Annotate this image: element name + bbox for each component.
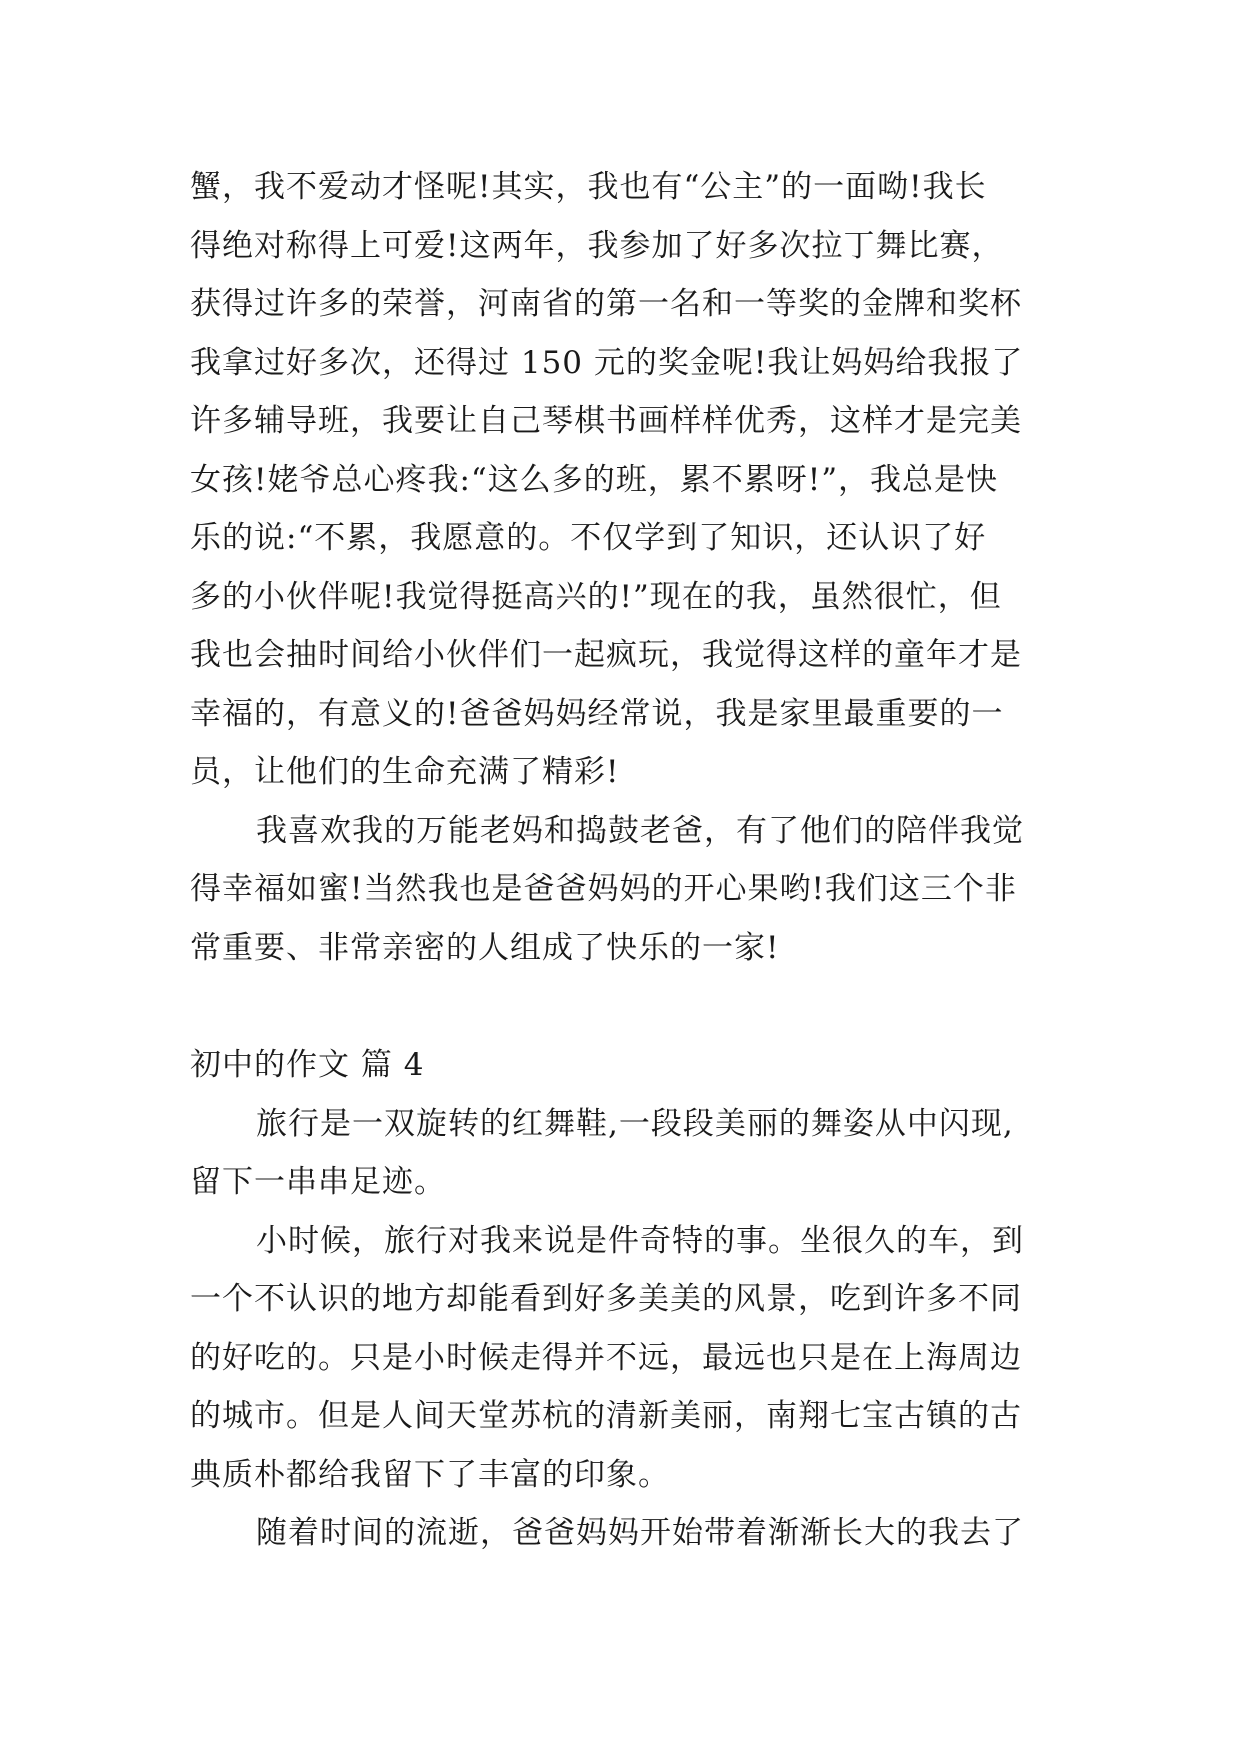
text-line: 小时候，旅行对我来说是件奇特的事。坐很久的车，到 <box>256 1222 1024 1259</box>
text-line: 我喜欢我的万能老妈和捣鼓老爸，有了他们的陪伴我觉 <box>256 812 1024 849</box>
text-line: 我拿过好多次，还得过 150 元的奖金呢!我让妈妈给我报了 <box>190 344 1024 381</box>
essay-continuation <box>190 158 1070 977</box>
text-line: 女孩!姥爷总心疼我:“这么多的班，累不累呀!”，我总是快 <box>190 461 999 498</box>
text-line: 我也会抽时间给小伙伴们一起疯玩，我觉得这样的童年才是 <box>190 637 1022 673</box>
text-line: 乐的说:“不累，我愿意的。不仅学到了知识，还认识了好 <box>190 520 987 556</box>
text-line: 得幸福如蜜!当然我也是爸爸妈妈的开心果哟!我们这三个非 <box>190 871 1017 907</box>
paragraph <box>190 158 1070 802</box>
text-line: 获得过许多的荣誉，河南省的第一名和一等奖的金牌和奖杯 <box>190 286 1022 322</box>
paragraph <box>190 1212 1070 1505</box>
text-line: 留下一串串足迹。 <box>190 1164 446 1200</box>
text-line: 一个不认识的地方却能看到好多美美的风景，吃到许多不同 <box>190 1281 1022 1317</box>
text-line: 多的小伙伴呢!我觉得挺高兴的!”现在的我，虽然很忙，但 <box>190 578 1002 615</box>
text-line: 随着时间的流逝，爸爸妈妈开始带着渐渐长大的我去了 <box>256 1515 1024 1551</box>
text-line: 得绝对称得上可爱!这两年，我参加了好多次拉丁舞比赛， <box>190 227 1004 264</box>
essay-section <box>190 1036 1070 1563</box>
section-heading: 初中的作文 篇 4 <box>190 1047 425 1083</box>
paragraph <box>190 1504 1070 1563</box>
text-line: 蟹，我不爱动才怪呢!其实，我也有“公主”的一面呦!我长 <box>190 169 987 205</box>
text-line: 员，让他们的生命充满了精彩! <box>190 754 620 790</box>
text-line: 的城市。但是人间天堂苏杭的清新美丽，南翔七宝古镇的古 <box>190 1398 1022 1434</box>
text-line: 的好吃的。只是小时候走得并不远，最远也只是在上海周边 <box>190 1339 1022 1376</box>
text-line: 常重要、非常亲密的人组成了快乐的一家! <box>190 929 780 966</box>
text-line: 典质朴都给我留下了丰富的印象。 <box>190 1456 670 1493</box>
text-line: 旅行是一双旋转的红舞鞋,一段段美丽的舞姿从中闪现, <box>256 1105 1014 1142</box>
paragraph <box>190 1095 1070 1212</box>
paragraph <box>190 802 1070 978</box>
text-line: 幸福的，有意义的!爸爸妈妈经常说，我是家里最重要的一 <box>190 695 1004 732</box>
text-line: 许多辅导班，我要让自己琴棋书画样样优秀，这样才是完美 <box>190 403 1022 439</box>
